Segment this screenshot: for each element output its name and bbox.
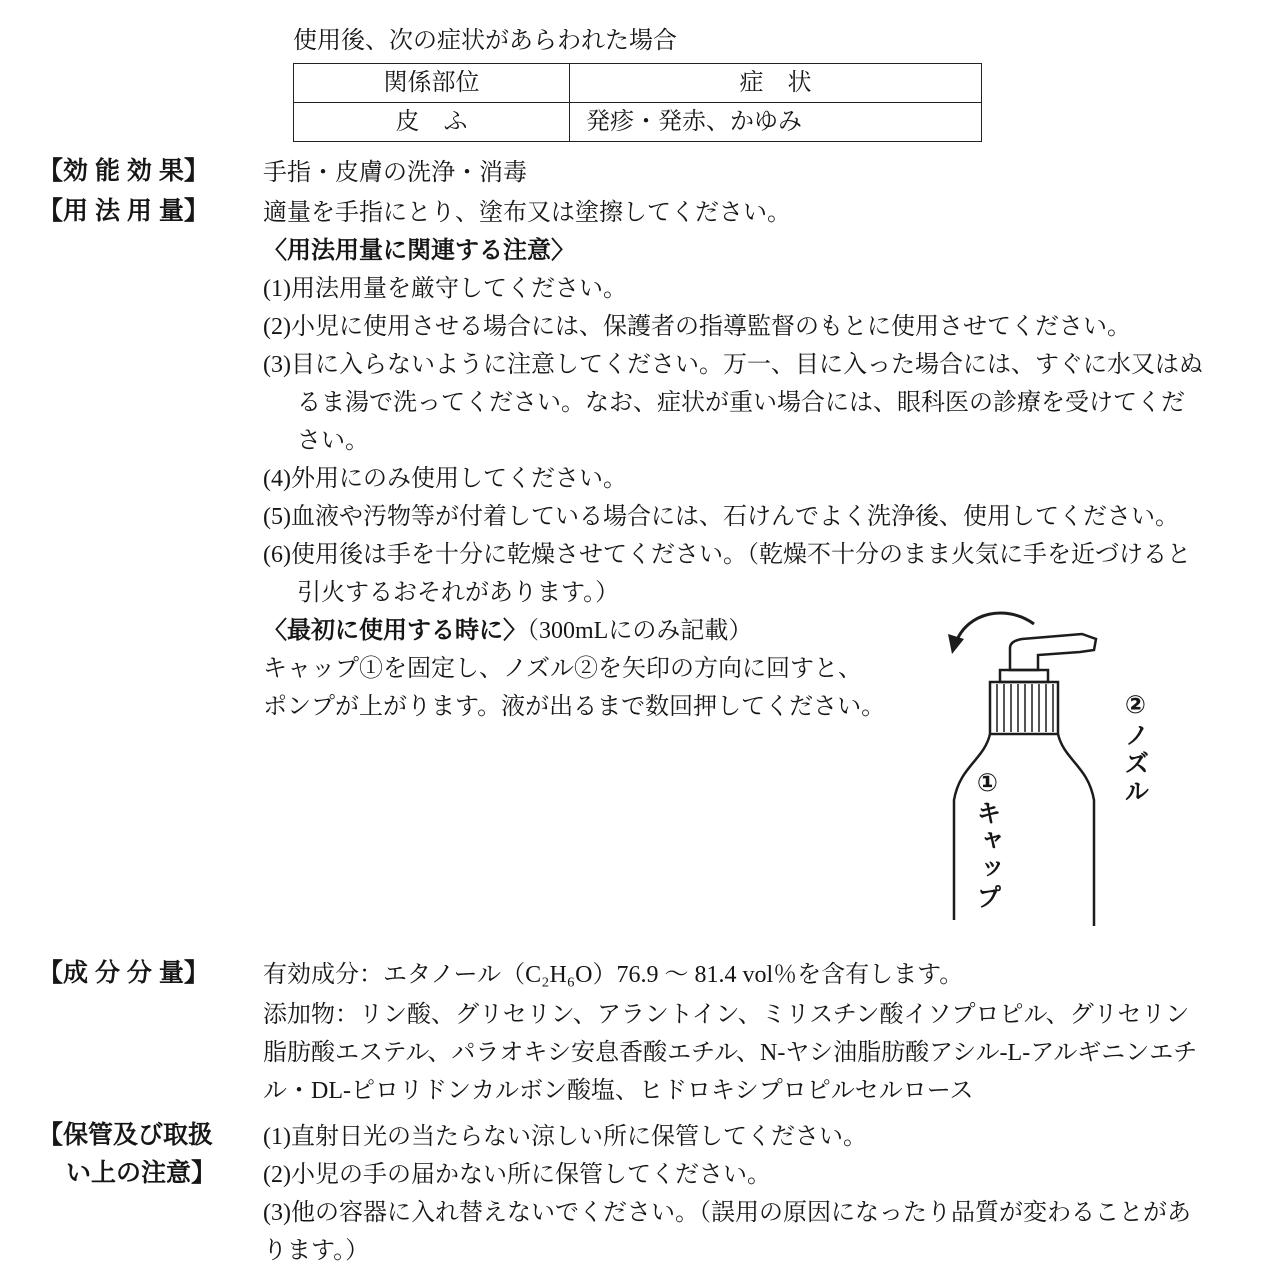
nozzle-head-shape <box>1000 634 1096 682</box>
storage-note-3: (3)他の容器に入れ替えないでください。（誤用の原因になったり品質が変わることがあります。） <box>263 1200 1191 1264</box>
storage-note-1: (1)直射日光の当たらない涼しい所に保管してください。 <box>263 1124 867 1150</box>
storage-note-2: (2)小児の手の届かない所に保管してください。 <box>263 1162 771 1188</box>
section-label-efficacy: 【効 能 効 果】 <box>38 157 209 185</box>
dosage-note-1: (1)用法用量を厳守してください。 <box>263 276 627 302</box>
dosage-text: 適量を手指にとり、塗布又は塗擦してください。 <box>263 200 791 226</box>
section-label-ingredients: 【成 分 分 量】 <box>38 959 209 987</box>
dosage-note-4: (4)外用にのみ使用してください。 <box>263 466 627 492</box>
first-use-heading-line <box>263 612 943 650</box>
storage-notes-list <box>263 1118 1208 1270</box>
table-header-related-part: 関係部位 <box>294 64 570 103</box>
first-use-block <box>263 612 943 726</box>
cap-shape <box>990 682 1058 734</box>
first-use-heading-note: （300mLにのみ記載） <box>527 618 753 644</box>
table-cell-symptom: 発疹・発赤、かゆみ <box>570 103 982 142</box>
nozzle-label: ②ノズル <box>1121 690 1149 806</box>
intro-line: 使用後、次の症状があらわれた場合 <box>293 28 677 54</box>
dosage-notes-list <box>263 270 1208 612</box>
dosage-notes-heading: 〈用法用量に関連する注意〉 <box>263 237 575 264</box>
first-use-heading: 〈最初に使用する時に〉 <box>263 617 527 644</box>
table-header-row <box>294 64 982 103</box>
dosage-note-5: (5)血液や汚物等が付着している場合には、石けんでよく洗浄後、使用してください。 <box>263 504 1179 530</box>
section-label-storage-line2: い上の注意】 <box>66 1159 217 1187</box>
table-header-symptom: 症 状 <box>570 64 982 103</box>
dosage-note-3: (3)目に入らないように注意してください。万一、目に入った場合には、すぐに水又はぬるま湯で洗ってください。なお、症状が重い場合には、眼科医の診療を受けてください。 <box>263 352 1203 454</box>
cap-label: ①キャップ <box>973 768 1001 912</box>
table-row <box>294 103 982 142</box>
pump-bottle-diagram <box>926 608 1176 938</box>
rotation-arrow-icon <box>948 613 1034 654</box>
efficacy-text: 手指・皮膚の洗浄・消毒 <box>263 160 527 186</box>
section-label-dosage: 【用 法 用 量】 <box>38 197 209 225</box>
ingredients-active-text: 有効成分：エタノール（C₂H₆O）76.9 ～ 81.4 vol％を含有します。 <box>263 962 964 988</box>
first-use-line-2: ポンプが上がります。液が出るまで数回押してください。 <box>263 694 886 720</box>
section-label-storage-line1: 【保管及び取扱 <box>38 1121 214 1149</box>
first-use-line-1: キャップ①を固定し、ノズル②を矢印の方向に回すと、 <box>263 656 863 682</box>
dosage-note-2: (2)小児に使用させる場合には、保護者の指導監督のもとに使用させてください。 <box>263 314 1131 340</box>
ingredients-additives-text: 添加物：リン酸、グリセリン、アラントイン、ミリスチン酸イソプロピル、グリセリン脂肪酸エステル、パラオキシ安息香酸エチル、N-ヤシ油脂肪酸アシル-L-アルギニンエチル・DL-ピロリドンカルボン酸塩、ヒドロキシプロピルセルロース <box>263 1002 1198 1104</box>
dosage-note-6: (6)使用後は手を十分に乾燥させてください。（乾燥不十分のまま火気に手を近づけると引火するおそれがあります。） <box>263 542 1191 606</box>
symptom-table <box>293 63 982 142</box>
table-cell-related-part: 皮 ふ <box>294 103 570 142</box>
